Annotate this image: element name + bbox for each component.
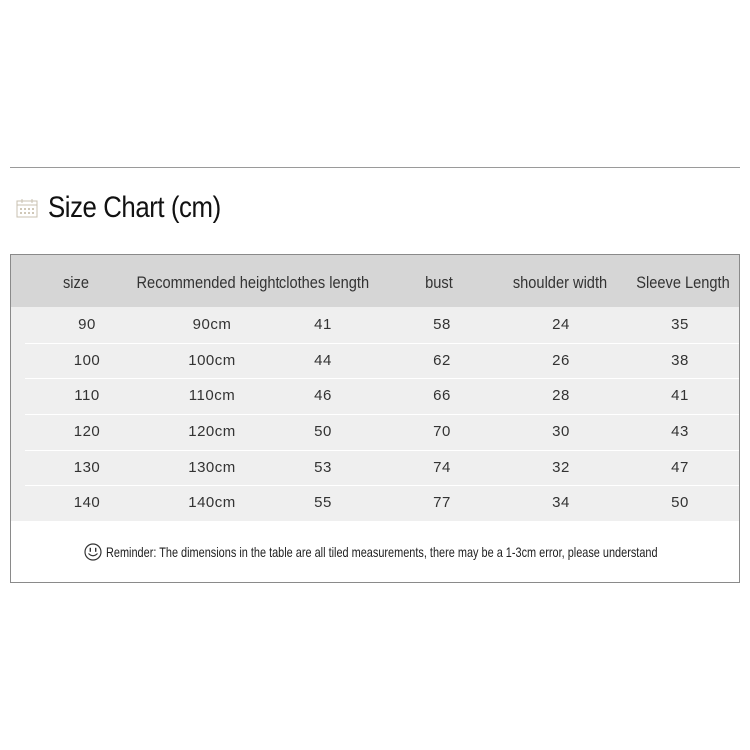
cell-recommended-height: 140cm	[188, 494, 236, 511]
cell-recommended-height: 110cm	[188, 387, 236, 404]
cell-sleeve-length: 50	[671, 494, 689, 511]
header-sleeve-length: Sleeve Length	[636, 273, 730, 292]
cell-sleeve-length: 35	[671, 316, 689, 333]
cell-size: 140	[73, 494, 101, 511]
table-row	[25, 378, 739, 413]
table-row	[25, 414, 739, 449]
cell-size: 120	[73, 423, 101, 440]
cell-shoulder-width: 24	[552, 316, 570, 333]
cell-sleeve-length: 38	[671, 352, 689, 369]
cell-recommended-height: 100cm	[188, 352, 236, 369]
smiley-face-icon	[84, 543, 102, 561]
cell-clothes-length: 41	[314, 316, 332, 333]
cell-size: 90	[78, 316, 96, 333]
cell-recommended-height: 90cm	[192, 316, 232, 333]
cell-shoulder-width: 34	[552, 494, 570, 511]
cell-sleeve-length: 47	[671, 459, 689, 476]
header-shoulder-width: shoulder width	[512, 273, 608, 292]
cell-size: 130	[73, 459, 101, 476]
cell-clothes-length: 55	[314, 494, 332, 511]
cell-shoulder-width: 28	[552, 387, 570, 404]
cell-clothes-length: 46	[314, 387, 332, 404]
cell-bust: 77	[433, 494, 451, 511]
table-header	[11, 255, 739, 307]
cell-clothes-length: 44	[314, 352, 332, 369]
cell-bust: 58	[433, 316, 451, 333]
reminder-text: Reminder: The dimensions in the table are all tiled measurements, there may be a 1-3cm error, please understand	[106, 544, 658, 560]
reminder-note	[11, 540, 739, 564]
title-row	[16, 188, 249, 228]
top-divider	[10, 167, 740, 168]
cell-size: 100	[73, 352, 101, 369]
size-table	[10, 254, 740, 583]
header-recommended-height: Recommended height	[136, 273, 280, 292]
header-size: size	[62, 273, 89, 292]
cell-clothes-length: 50	[314, 423, 332, 440]
cell-size: 110	[74, 387, 100, 404]
cell-shoulder-width: 30	[552, 423, 570, 440]
header-clothes-length: clothes length	[278, 273, 370, 292]
table-body	[11, 307, 739, 521]
table-row	[25, 343, 739, 378]
cell-shoulder-width: 32	[552, 459, 570, 476]
cell-bust: 70	[433, 423, 451, 440]
cell-bust: 74	[433, 459, 451, 476]
calendar-grid-icon	[16, 198, 38, 218]
cell-recommended-height: 130cm	[188, 459, 236, 476]
header-bust: bust	[425, 273, 453, 292]
cell-sleeve-length: 41	[671, 387, 689, 404]
cell-clothes-length: 53	[314, 459, 332, 476]
table-row	[25, 450, 739, 485]
table-row	[25, 307, 739, 342]
page-title: Size Chart (cm)	[48, 191, 221, 224]
cell-bust: 66	[433, 387, 451, 404]
table-row	[25, 485, 739, 520]
cell-recommended-height: 120cm	[188, 423, 236, 440]
cell-sleeve-length: 43	[671, 423, 689, 440]
cell-shoulder-width: 26	[552, 352, 570, 369]
cell-bust: 62	[433, 352, 451, 369]
